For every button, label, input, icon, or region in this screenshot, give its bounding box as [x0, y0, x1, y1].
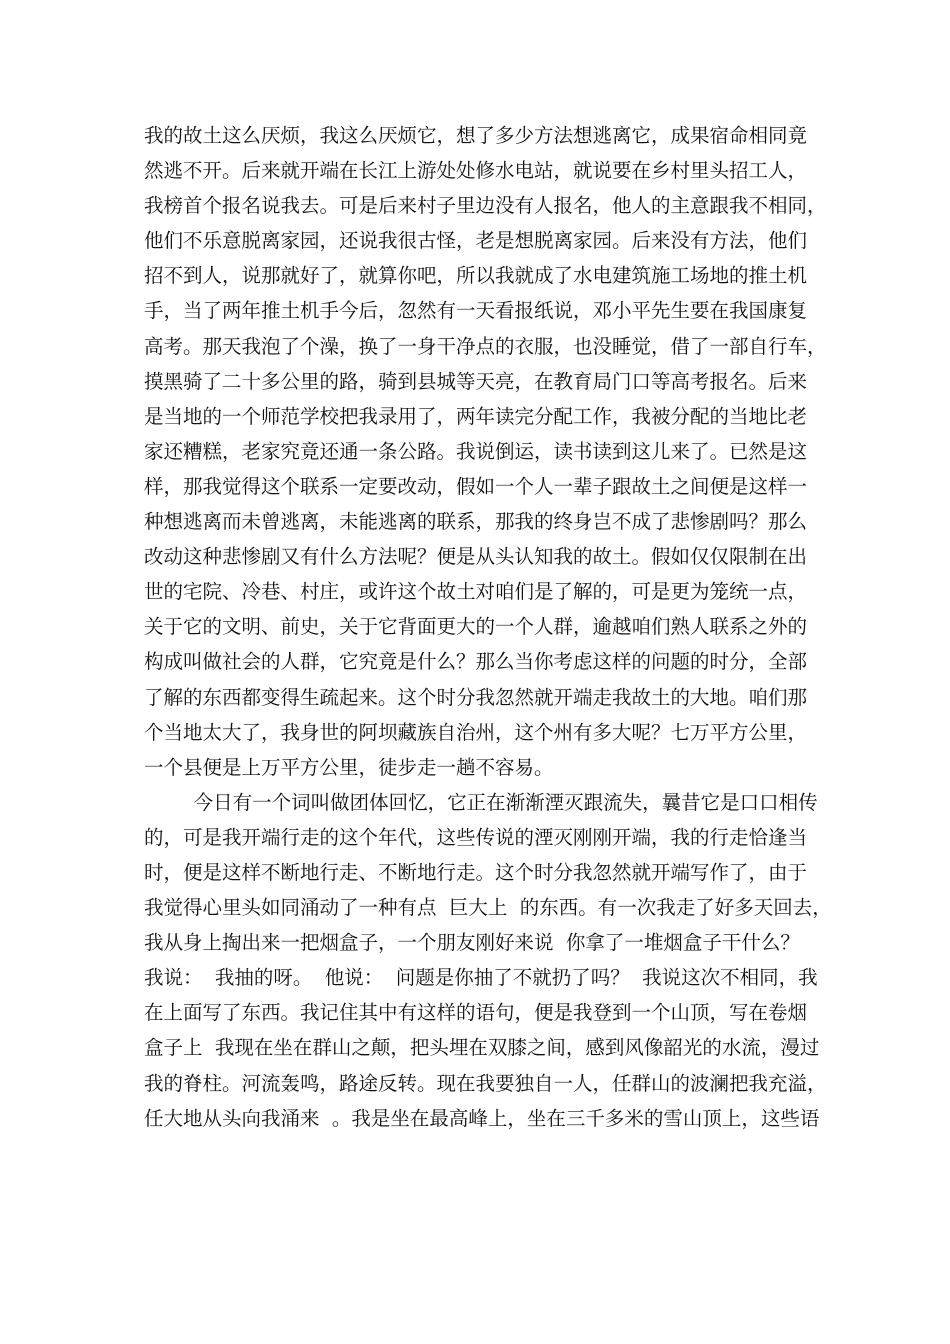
text-line: 一个县便是上万平方公里，徒步走一趟不容易。 — [144, 755, 554, 779]
text-line: 我的故土这么厌烦，我这么厌烦它，想了多少方法想逃离它，成果宿命相同竟 — [144, 124, 808, 147]
text-line: 家还糟糕，老家究竟还通一条公路。我说倒运，读书读到这儿来了。已然是这 — [144, 439, 808, 463]
text-line: 了解的东西都变得生疏起来。这个时分我忽然就开端走我故土的大地。咱们那 — [144, 685, 808, 709]
text-line: 然逃不开。后来就开端在长江上游处处修水电站，就说要在乡村里头招工人， — [144, 159, 808, 183]
text-line: 样，那我觉得这个联系一定要改动，假如一个人一辈子跟故土之间便是这样一 — [144, 474, 808, 498]
text-line: 高考。那天我泡了个澡，换了一身干净点的衣服，也没睡觉，借了一部自行车， — [144, 334, 827, 358]
text-line: 任大地从头向我涌来 。我是坐在最高峰上，坐在三千多米的雪山顶上，这些语 — [144, 1106, 820, 1130]
text-line: 是当地的一个师范学校把我录用了，两年读完分配工作，我被分配的当地比老 — [144, 404, 808, 428]
text-line: 世的宅院、冷巷、村庄，或许这个故土对咱们是了解的，可是更为笼统一点， — [144, 580, 808, 604]
text-line: 我从身上掏出来一把烟盒子，一个朋友刚好来说 你拿了一堆烟盒子干什么？ — [144, 931, 800, 955]
text-line: 他们不乐意脱离家园，还说我很古怪，老是想脱离家园。后来没有方法，他们 — [144, 229, 808, 253]
text-line: 构成叫做社会的人群，它究竟是什么？那么当你考虑这样的问题的时分，全部 — [144, 650, 808, 674]
text-line: 我觉得心里头如同涌动了一种有点 巨大上 的东西。有一次我走了好多天回去， — [144, 896, 832, 920]
text-line: 个当地太大了，我身世的阿坝藏族自治州，这个州有多大呢？七万平方公里， — [144, 720, 808, 744]
text-line: 时，便是这样不断地行走、不断地行走。这个时分我忽然就开端写作了，由于 — [144, 860, 808, 884]
text-line: 今日有一个词叫做团体回忆，它正在渐渐湮灭跟流失，曩昔它是口口相传 — [144, 790, 818, 814]
text-line: 的，可是我开端行走的这个年代，这些传说的湮灭刚刚开端，我的行走恰逢当 — [144, 825, 808, 849]
text-line: 我的脊柱。河流轰鸣，路途反转。现在我要独自一人，任群山的波澜把我充溢， — [144, 1071, 827, 1095]
text-line: 盒子上 我现在坐在群山之颠，把头埋在双膝之间，感到风像韶光的水流，漫过 — [144, 1036, 820, 1060]
text-line: 招不到人，说那就好了，就算你吧，所以我就成了水电建筑施工场地的推土机 — [144, 264, 808, 288]
text-line: 改动这种悲惨剧又有什么方法呢？便是从头认知我的故土。假如仅仅限制在出 — [144, 545, 808, 569]
text-line: 我榜首个报名说我去。可是后来村子里边没有人报名，他人的主意跟我不相同， — [144, 194, 827, 218]
text-line: 关于它的文明、前史，关于它背面更大的一个人群，逾越咱们熟人联系之外的 — [144, 615, 808, 639]
text-line: 摸黑骑了二十多公里的路，骑到县城等天亮，在教育局门口等高考报名。后来 — [144, 369, 808, 393]
text-line: 在上面写了东西。我记住其中有这样的语句，便是我登到一个山顶，写在卷烟 — [144, 1001, 808, 1025]
text-line: 我说： 我抽的呀。 他说： 问题是你抽了不就扔了吗？ 我说这次不相同，我 — [144, 966, 818, 990]
text-line: 种想逃离而未曾逃离，未能逃离的联系，那我的终身岂不成了悲惨剧吗？那么 — [144, 510, 808, 534]
text-line: 手，当了两年推土机手今后，忽然有一天看报纸说，邓小平先生要在我国康复 — [144, 299, 808, 323]
body-text — [144, 118, 832, 1136]
